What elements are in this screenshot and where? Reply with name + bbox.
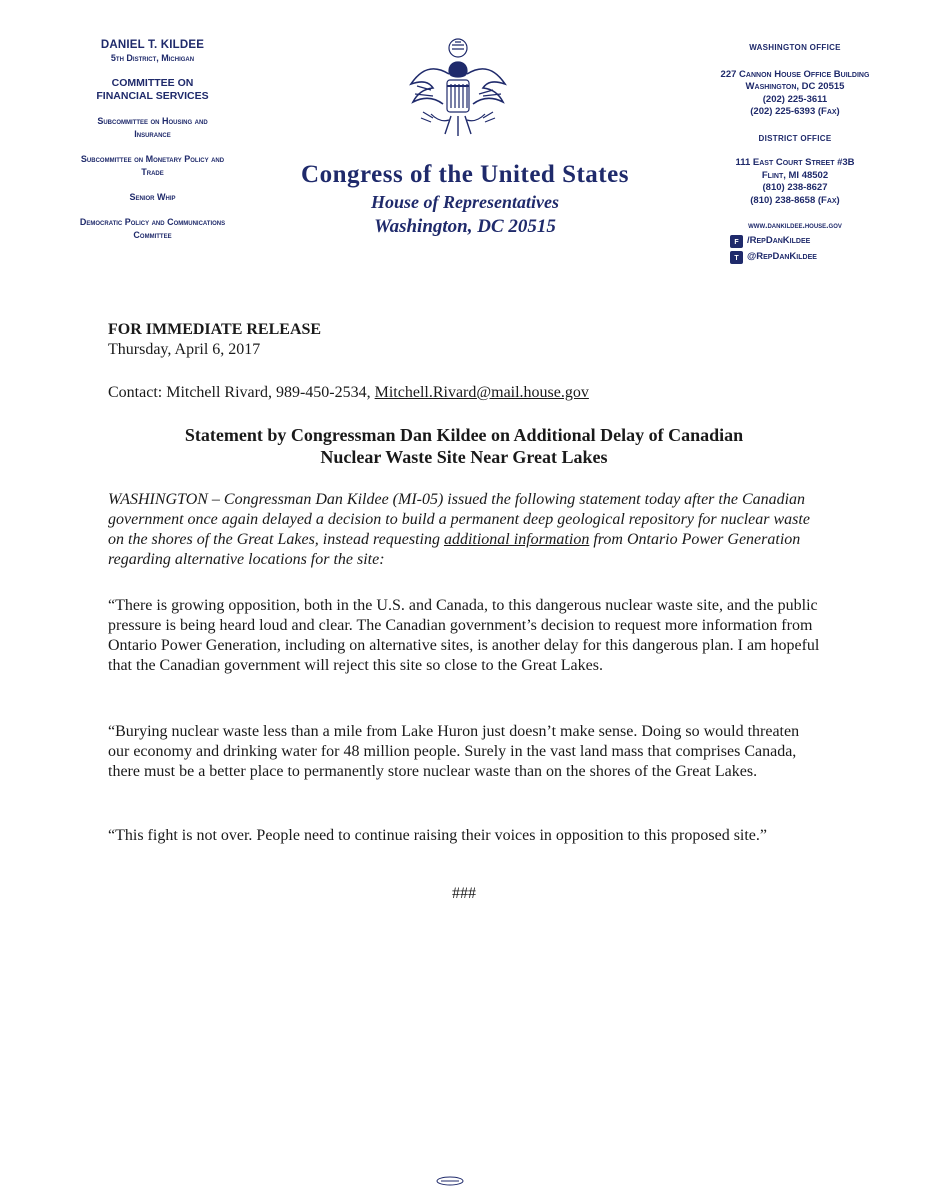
twitter-icon: t <box>730 251 743 264</box>
intro-paragraph <box>108 490 820 570</box>
additional-information-link[interactable]: additional information <box>443 531 590 548</box>
flint-address-line1: 111 East Court Street #3B <box>735 157 855 168</box>
release-date: Thursday, April 6, 2017 <box>108 341 261 358</box>
masthead-house: House of Representatives <box>371 192 559 212</box>
member-info-column <box>40 38 265 254</box>
great-seal-icon <box>403 34 513 154</box>
subcommittee-housing: Subcommittee on Housing and Insurance <box>97 116 208 139</box>
washington-office-heading: WASHINGTON OFFICE <box>749 43 841 52</box>
committee-name: COMMITTEE ON FINANCIAL SERVICES <box>96 77 209 102</box>
quote-paragraph-1: “There is growing opposition, both in the U.S. and Canada, to this dangerous nuclear waste site, and the public pressure is being heard loud and clear. The Canadian government’s decision to request more information from Ontario Power Generation, including on alternative sites, is another delay for this dangerous plan. I am hopeful that the Canadian government will reject this site so close to the Great Lakes. <box>108 597 820 674</box>
masthead-address: Washington, DC 20515 <box>374 216 556 237</box>
contact-text: Contact: Mitchell Rivard, 989-450-2534, <box>108 384 375 401</box>
dc-phone: (202) 225-3611 <box>762 93 828 105</box>
intro-text-end: from Ontario Power Generation regarding alternative locations for the site: <box>108 531 801 568</box>
contact-line <box>108 383 589 403</box>
headline-line2: Nuclear Waste Site Near Great Lakes <box>320 447 608 467</box>
end-mark: ### <box>452 885 476 902</box>
twitter-handle[interactable]: @RepDanKildee <box>747 250 817 262</box>
headline <box>108 424 820 468</box>
facebook-handle[interactable]: /RepDanKildee <box>747 234 811 246</box>
facebook-row[interactable] <box>730 235 900 248</box>
quote-paragraph-2: “Burying nuclear waste less than a mile from Lake Huron just doesn’t make sense. Doing so would threaten our economy and drinking water for 48 million people. Surely in the vast land mass that comprises Canada, there must be a better place to permanently store nuclear waste than on the shores of the Great Lakes. <box>108 723 800 780</box>
union-bug-icon <box>435 1176 465 1186</box>
quote-paragraph-3: “This fight is not over. People need to continue raising their voices in opposition to this proposed site.” <box>108 827 768 844</box>
headline-line1: Statement by Congressman Dan Kildee on Additional Delay of Canadian <box>184 425 744 445</box>
flint-phone: (810) 238-8627 <box>762 182 828 193</box>
senior-whip: Senior Whip <box>129 192 176 202</box>
facebook-icon: f <box>730 235 743 248</box>
website-link[interactable]: www.dankildee.house.gov <box>748 220 842 230</box>
member-district: 5th District, Michigan <box>110 53 195 63</box>
contact-email-link[interactable]: Mitchell.Rivard@mail.house.gov <box>374 384 589 401</box>
member-name: DANIEL T. KILDEE <box>100 39 205 51</box>
dc-address-line2: Washington, DC 20515 <box>745 81 845 92</box>
masthead <box>240 160 690 240</box>
release-block <box>108 320 321 360</box>
office-info-column <box>690 42 900 264</box>
flint-fax: (810) 238-8658 (Fax) <box>750 194 840 206</box>
dc-address-line1: 227 Cannon House Office Building <box>720 68 870 80</box>
district-office-heading: DISTRICT OFFICE <box>758 133 832 143</box>
dc-fax: (202) 225-6393 (Fax) <box>750 106 840 117</box>
twitter-row[interactable] <box>730 251 900 264</box>
masthead-congress: Congress of the United States <box>301 161 629 188</box>
intro-text: WASHINGTON – Congressman Dan Kildee (MI-05) issued the following statement today after the Canadian government once again delayed a decision to build a permanent deep geological repository for nuclear waste on the shores of the Great Lakes, instead requesting <box>108 491 810 548</box>
subcommittee-monetary: Subcommittee on Monetary Policy and Trade <box>80 154 225 177</box>
dpcc-committee: Democratic Policy and Communications Committee <box>79 217 226 240</box>
flint-address-line2: Flint, MI 48502 <box>761 169 829 181</box>
release-title: FOR IMMEDIATE RELEASE <box>108 321 322 338</box>
